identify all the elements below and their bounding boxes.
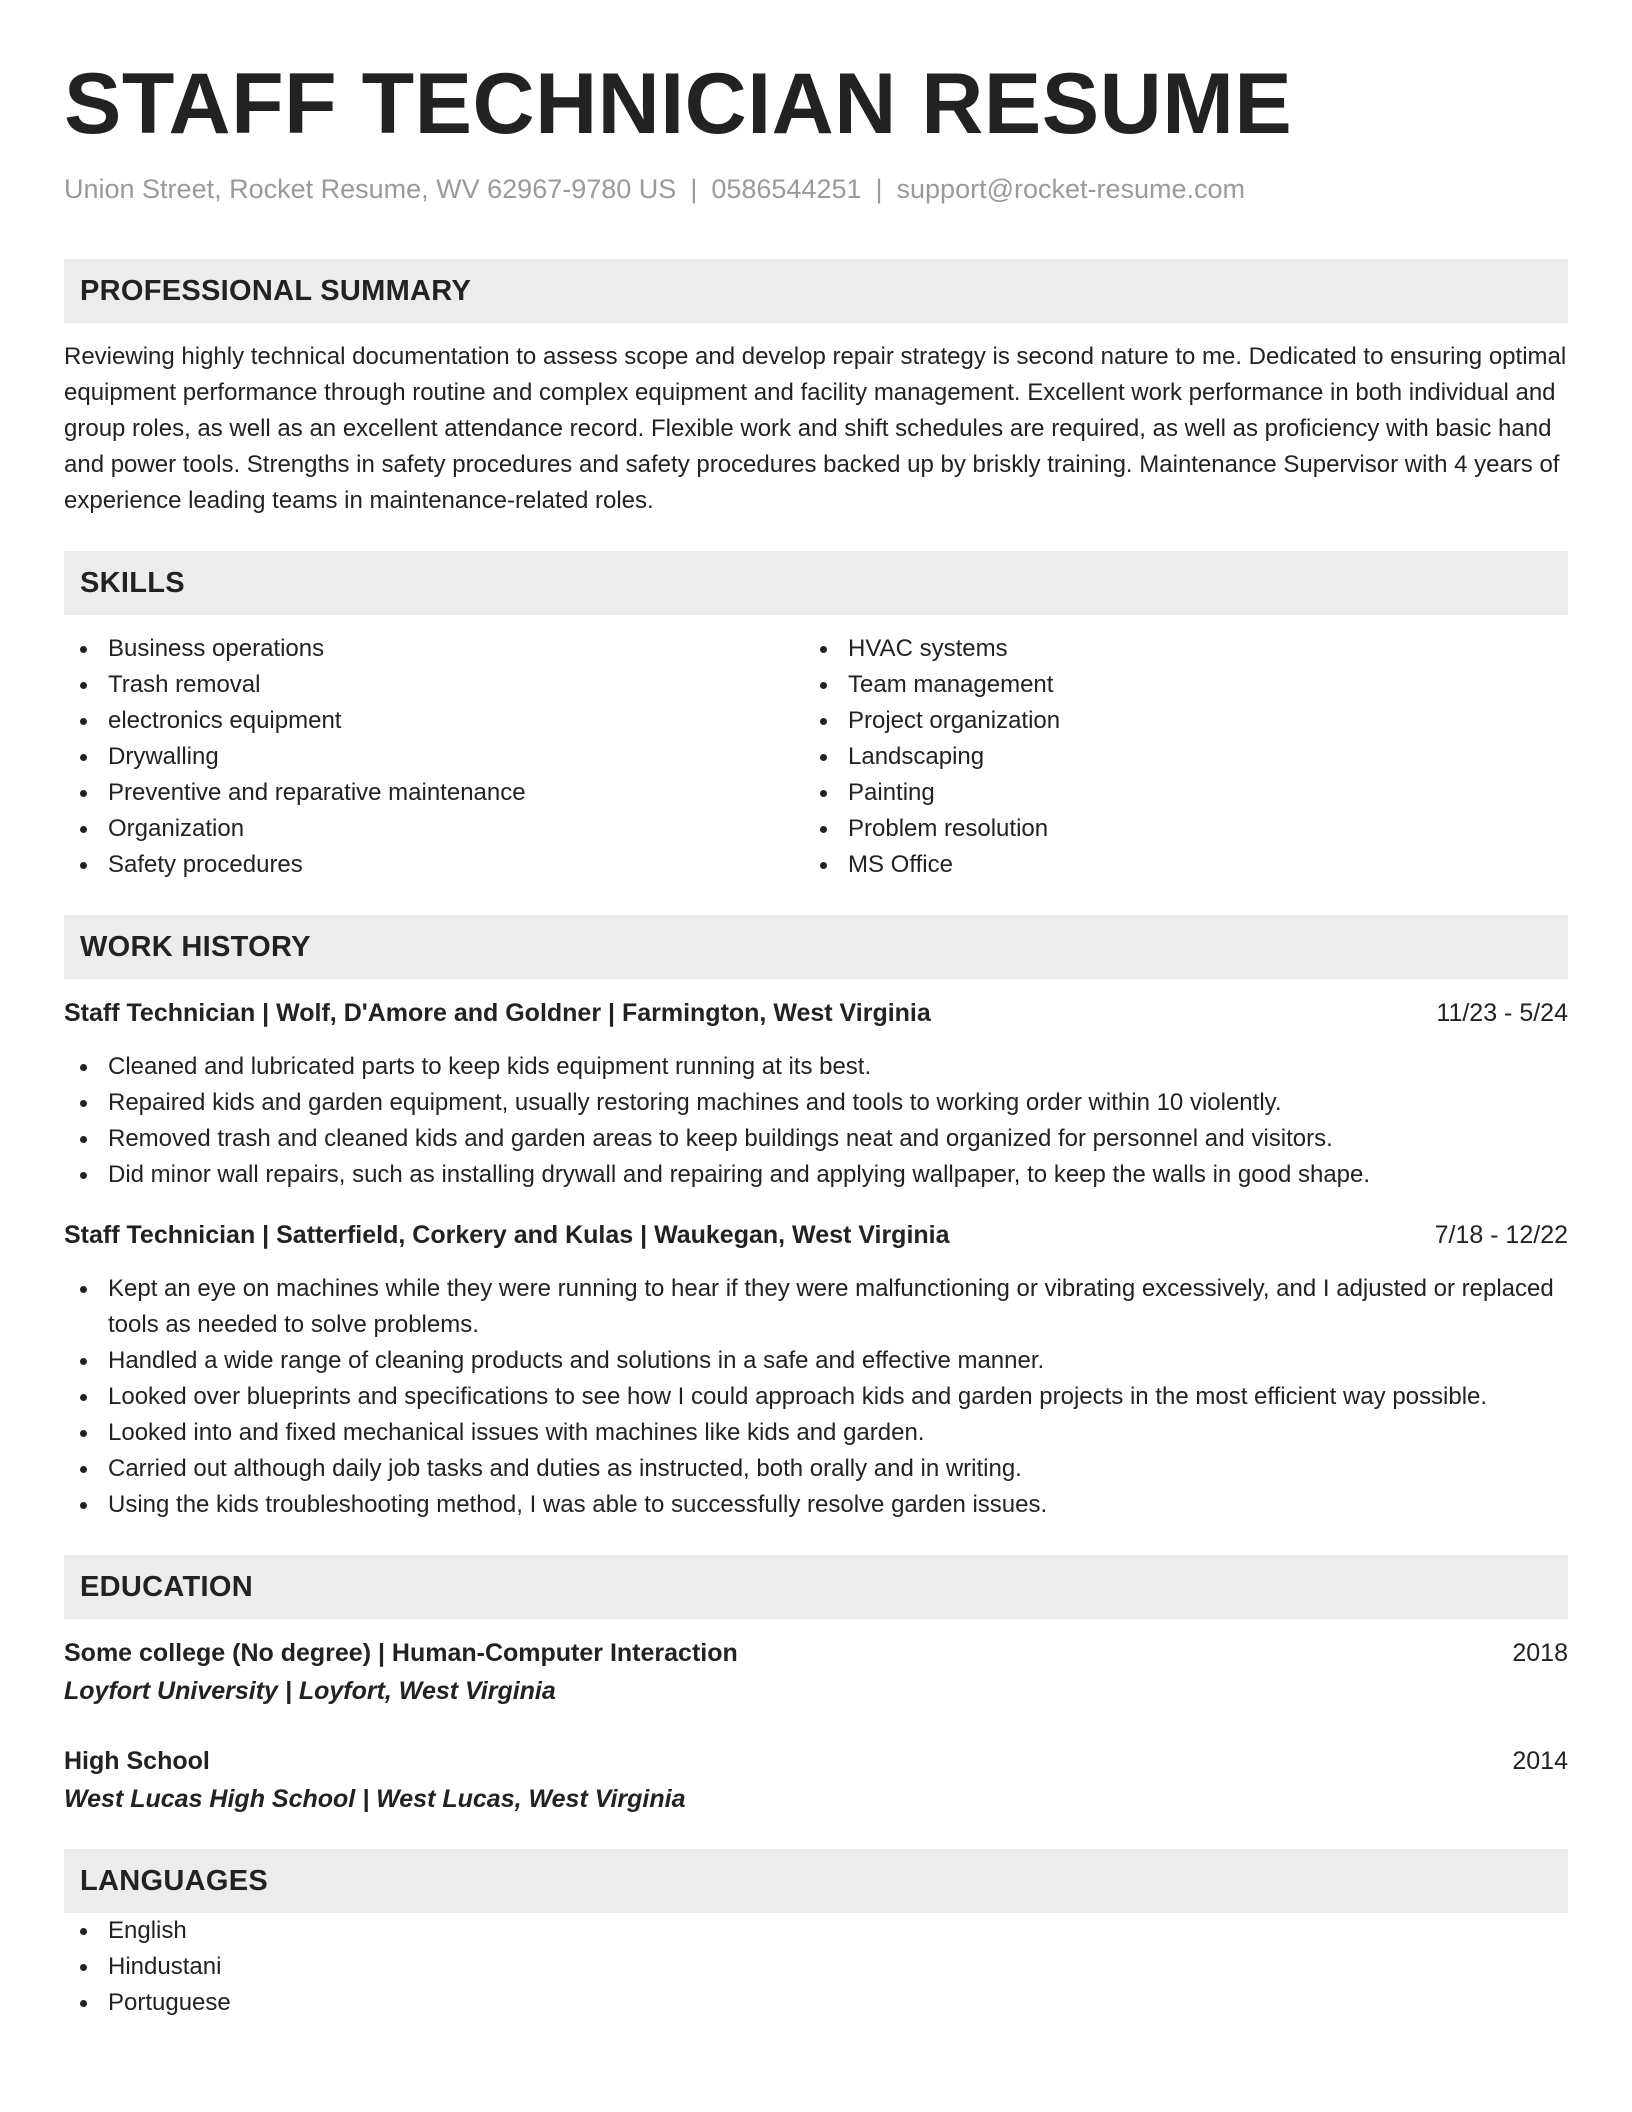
contact-separator: | [875,174,883,204]
job-bullet: Using the kids troubleshooting method, I was able to successfully resolve garden issues. [64,1487,1568,1523]
job-entry [64,995,1568,1193]
education-year: 2018 [1512,1639,1568,1667]
education-degree: Some college (No degree) | Human-Computer Interaction [64,1639,738,1667]
education-section-header: EDUCATION [64,1555,1568,1619]
skill-item: electronics equipment [64,703,804,739]
job-title: Staff Technician | Wolf, D'Amore and Goldner | Farmington, West Virginia [64,999,931,1027]
education-year: 2014 [1512,1747,1568,1775]
education-school: West Lucas High School | West Lucas, West Virginia [64,1785,686,1813]
skill-item: Organization [64,811,804,847]
job-bullet: Cleaned and lubricated parts to keep kids equipment running at its best. [64,1049,1568,1085]
language-item: Hindustani [64,1949,1568,1985]
skill-item: HVAC systems [804,631,1544,667]
education-degree: High School [64,1747,210,1775]
summary-section-header: PROFESSIONAL SUMMARY [64,259,1568,323]
education-header [64,1635,1568,1671]
skills-list [64,631,1568,883]
contact-line [64,172,1568,206]
language-item: English [64,1913,1568,1949]
contact-separator: | [690,174,698,204]
job-title: Staff Technician | Satterfield, Corkery and Kulas | Waukegan, West Virginia [64,1221,950,1249]
contact-address: Union Street, Rocket Resume, WV 62967-9780 US [64,174,677,204]
job-entry [64,1217,1568,1523]
education-entry [64,1635,1568,1709]
skill-item: Team management [804,667,1544,703]
education-header [64,1743,1568,1779]
resume-title: STAFF TECHNICIAN RESUME [64,56,1293,152]
job-bullet: Carried out although daily job tasks and duties as instructed, both orally and in writing. [64,1451,1568,1487]
languages-section-header: LANGUAGES [64,1849,1568,1913]
job-bullet: Handled a wide range of cleaning products and solutions in a safe and effective manner. [64,1343,1568,1379]
skill-item: Painting [804,775,1544,811]
job-bullet: Looked over blueprints and specifications to see how I could approach kids and garden projects in the most efficient way possible. [64,1379,1568,1415]
contact-phone: 0586544251 [711,174,862,204]
work-history-section-header: WORK HISTORY [64,915,1568,979]
education-entry [64,1743,1568,1817]
skills-column-left [64,631,804,883]
languages-list [64,1913,1568,2021]
skill-item: Problem resolution [804,811,1544,847]
job-header [64,995,1568,1031]
skill-item: Preventive and reparative maintenance [64,775,804,811]
skill-item: Landscaping [804,739,1544,775]
job-bullet: Removed trash and cleaned kids and garden areas to keep buildings neat and organized for personnel and visitors. [64,1121,1568,1157]
skills-section-header: SKILLS [64,551,1568,615]
job-bullets [64,1271,1568,1523]
job-dates: 7/18 - 12/22 [1434,1221,1568,1249]
job-bullet: Looked into and fixed mechanical issues with machines like kids and garden. [64,1415,1568,1451]
skills-column-right [804,631,1544,883]
skill-item: Business operations [64,631,804,667]
skill-item: Safety procedures [64,847,804,883]
summary-text: Reviewing highly technical documentation to assess scope and develop repair strategy is second nature to me. Dedicated to ensuring optimal equipment performance through routine and complex equipment and facility management. Excellent work performance in both individual and group roles, as well as an excellent attendance record. Flexible work and shift schedules are required, as well as proficiency with basic hand and power tools. Strengths in safety procedures and safety procedures backed up by briskly training. Maintenance Supervisor with 4 years of experience leading teams in maintenance-related roles. [64,343,1567,514]
job-header [64,1217,1568,1253]
education-school: Loyfort University | Loyfort, West Virginia [64,1677,556,1705]
skill-item: Drywalling [64,739,804,775]
job-bullet: Kept an eye on machines while they were running to hear if they were malfunctioning or vibrating excessively, and I adjusted or replaced tools as needed to solve problems. [64,1271,1568,1343]
skill-item: Trash removal [64,667,804,703]
job-bullets [64,1049,1568,1193]
contact-email: support@rocket-resume.com [896,174,1246,204]
job-bullet: Did minor wall repairs, such as installing drywall and repairing and applying wallpaper, to keep the walls in good shape. [64,1157,1568,1193]
skill-item: Project organization [804,703,1544,739]
job-bullet: Repaired kids and garden equipment, usually restoring machines and tools to working order within 10 violently. [64,1085,1568,1121]
skill-item: MS Office [804,847,1544,883]
language-item: Portuguese [64,1985,1568,2021]
job-dates: 11/23 - 5/24 [1436,999,1568,1027]
